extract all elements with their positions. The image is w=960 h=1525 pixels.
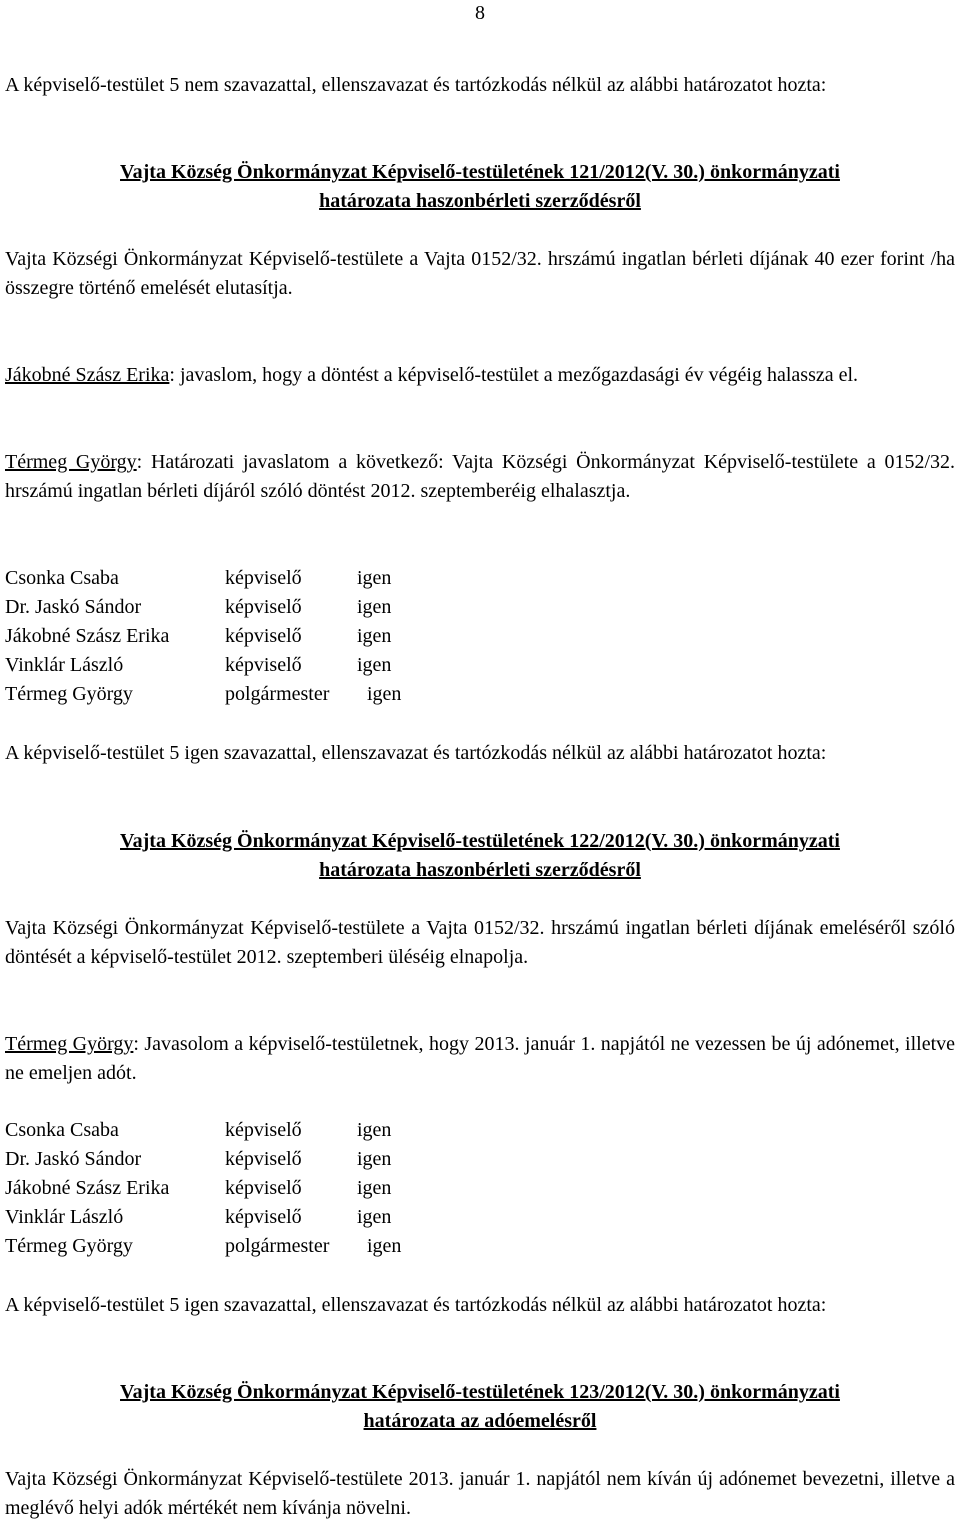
vote-row [5, 564, 401, 593]
vote-value: igen [357, 654, 392, 676]
voter-name: Vinklár László [5, 654, 124, 676]
resolution-heading-line2: határozata haszonbérleti szerződésről [319, 190, 641, 212]
vote-row [5, 651, 401, 680]
speech-text: : Javasolom a képviselő-testületnek, hogy 2013. január 1. napjától ne vezessen be új adónemet, illetve ne emeljen adót. [5, 1033, 955, 1084]
voter-name: Jákobné Szász Erika [5, 1177, 170, 1199]
speech-paragraph [5, 448, 955, 506]
voter-role: képviselő [225, 1177, 302, 1199]
voter-role: képviselő [225, 1206, 302, 1228]
vote-row [5, 622, 401, 651]
vote-list [5, 1116, 401, 1261]
vote-list [5, 564, 401, 709]
vote-value: igen [357, 1148, 392, 1170]
resolution-heading-line1: Vajta Község Önkormányzat Képviselő-testületének 123/2012(V. 30.) önkormányzati [120, 1381, 840, 1403]
speaker-name: Jákobné Szász Erika [5, 364, 170, 386]
speaker-name: Térmeg György [5, 451, 137, 473]
speech-text: : javaslom, hogy a döntést a képviselő-testület a mezőgazdasági év végéig halassza el. [169, 364, 859, 386]
voter-role: képviselő [225, 625, 302, 647]
voter-role: képviselő [225, 1148, 302, 1170]
voter-name: Jákobné Szász Erika [5, 625, 170, 647]
voter-name: Dr. Jaskó Sándor [5, 596, 142, 618]
vote-value: igen [357, 596, 392, 618]
vote-row [5, 1174, 401, 1203]
vote-result-paragraph: A képviselő-testület 5 nem szavazattal, ellenszavazat és tartózkodás nélkül az alábbi határozatot hozta: [5, 74, 827, 96]
voter-name: Dr. Jaskó Sándor [5, 1148, 142, 1170]
page-number: 8 [475, 2, 485, 24]
voter-name: Térmeg György [5, 683, 133, 705]
speech-paragraph [5, 1030, 955, 1088]
vote-result-paragraph: A képviselő-testület 5 igen szavazattal, ellenszavazat és tartózkodás nélkül az alábbi határozatot hozta: [5, 742, 827, 764]
vote-value: igen [357, 1119, 392, 1141]
resolution-heading-line2: határozata haszonbérleti szerződésről [319, 859, 641, 881]
voter-role: képviselő [225, 1119, 302, 1141]
resolution-heading-line1: Vajta Község Önkormányzat Képviselő-testületének 122/2012(V. 30.) önkormányzati [120, 830, 840, 852]
resolution-text: Vajta Községi Önkormányzat Képviselő-testülete a Vajta 0152/32. hrszámú ingatlan bérleti díjának emeléséről szóló döntését a képviselő-testület 2012. szeptemberi üléséig elnapolja. [5, 917, 955, 968]
resolution-heading-line1: Vajta Község Önkormányzat Képviselő-testületének 121/2012(V. 30.) önkormányzati [120, 161, 840, 183]
vote-value: igen [367, 1235, 402, 1257]
vote-result-paragraph: A képviselő-testület 5 igen szavazattal, ellenszavazat és tartózkodás nélkül az alábbi határozatot hozta: [5, 1294, 827, 1316]
vote-row [5, 680, 401, 709]
voter-role: polgármester [225, 1235, 330, 1257]
voter-role: képviselő [225, 567, 302, 589]
voter-role: képviselő [225, 596, 302, 618]
voter-name: Csonka Csaba [5, 1119, 119, 1141]
vote-value: igen [357, 1206, 392, 1228]
vote-row [5, 1232, 401, 1261]
resolution-heading-line2: határozata az adóemelésről [363, 1410, 597, 1432]
speech-paragraph [5, 361, 955, 390]
resolution-heading [5, 827, 955, 885]
speaker-name: Térmeg György [5, 1033, 134, 1055]
vote-value: igen [357, 1177, 392, 1199]
voter-role: képviselő [225, 654, 302, 676]
voter-name: Térmeg György [5, 1235, 133, 1257]
resolution-heading [5, 1378, 955, 1436]
vote-row [5, 1116, 401, 1145]
voter-name: Vinklár László [5, 1206, 124, 1228]
speech-text: : Határozati javaslatom a következő: Vajta Községi Önkormányzat Képviselő-testülete a 0152/32. hrszámú ingatlan bérleti díjáról szóló döntést 2012. szeptemberéig elhalasztja. [5, 451, 956, 502]
vote-value: igen [357, 625, 392, 647]
resolution-text: Vajta Községi Önkormányzat Képviselő-testülete 2013. január 1. napjától nem kíván új adónemet bevezetni, illetve a meglévő helyi adók mértékét nem kívánja növelni. [5, 1468, 955, 1519]
voter-name: Csonka Csaba [5, 567, 119, 589]
vote-row [5, 1203, 401, 1232]
vote-row [5, 1145, 401, 1174]
resolution-text: Vajta Községi Önkormányzat Képviselő-testülete a Vajta 0152/32. hrszámú ingatlan bérleti díjának 40 ezer forint /ha összegre történő emelését elutasítja. [5, 248, 955, 299]
voter-role: polgármester [225, 683, 330, 705]
vote-value: igen [367, 683, 402, 705]
resolution-heading [5, 158, 955, 216]
vote-value: igen [357, 567, 392, 589]
vote-row [5, 593, 401, 622]
